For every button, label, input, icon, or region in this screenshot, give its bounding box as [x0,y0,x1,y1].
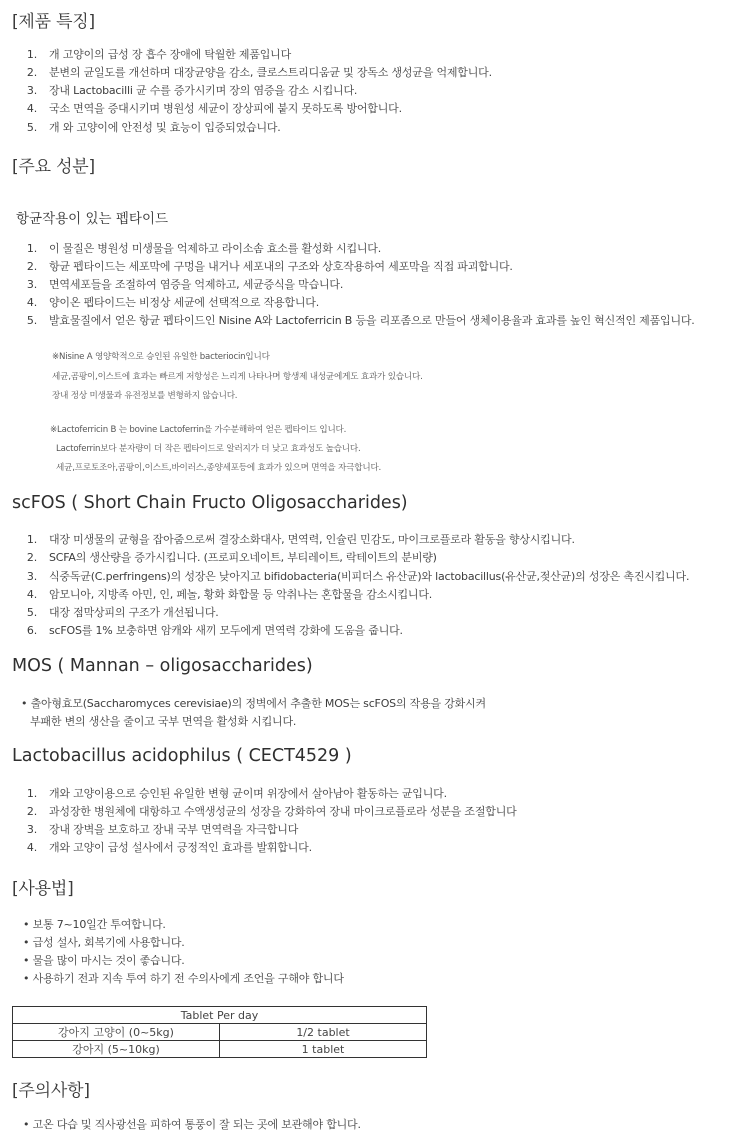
table-cell: 1/2 tablet [220,1024,427,1041]
note-line: ※Lactoferricin B 는 bovine Lactoferrin을 가수분해하여 얻은 펩타이드 입니다. [50,425,347,435]
list-item: 2. SCFA의 생산량을 증가시킵니다. (프로피오네이트, 부티레이트, 락테이트의 분비량) [26,551,437,564]
mos-heading: MOS ( Mannan – oligosaccharides) [12,656,313,676]
mos-line: • 출아형효모(Saccharomyces cerevisiae)의 정벽에서 추출한 MOS는 scFOS의 작용을 강화시켜 [21,697,486,710]
list-item: 4. 개와 고양이 급성 설사에서 긍정적인 효과를 발휘합니다. [26,841,312,854]
list-item: 4. 국소 면역을 증대시키며 병원성 세균이 장상피에 붙지 못하도록 방어합니다. [26,102,402,115]
list-item: 5. 대장 점막상피의 구조가 개선됩니다. [26,606,219,619]
list-item: 1. 대장 미생물의 균형을 잡아줌으로써 결장소화대사, 면역력, 인슐린 민감도, 마이크로플로라 활동을 향상시킵니다. [26,533,575,546]
ingredients-heading: [주요 성분] [12,157,95,177]
note-line: Lactoferrin보다 분자량이 더 작은 펩타이드로 알러지가 더 낮고 효과성도 높습니다. [56,444,361,454]
table-cell: 1 tablet [220,1041,427,1058]
usage-heading: [사용법] [12,879,74,899]
table-header-row [13,1007,427,1024]
list-item: • 사용하기 전과 지속 투여 하기 전 수의사에게 조언을 구해야 합니다 [23,972,344,985]
dosage-table [12,1006,427,1058]
list-item: • 보통 7~10일간 투여합니다. [23,918,166,931]
list-item: 4. 암모니아, 지방족 아민, 인, 페놀, 황화 화합물 등 악취나는 혼합물을 감소시킵니다. [26,588,433,601]
caution-heading: [주의사항] [12,1081,90,1101]
list-item: 2. 분변의 균일도를 개선하며 대장균양을 감소, 클로스트리디움균 및 장독소 생성균을 억제합니다. [26,66,492,79]
features-heading: [제품 특징] [12,12,95,32]
list-item: 2. 항균 펩타이드는 세포막에 구멍을 내거나 세포내의 구조와 상호작용하여 세포막을 직접 파괴합니다. [26,260,513,273]
note-line: 장내 정상 미생물과 유전정보를 변형하지 않습니다. [52,391,238,401]
lacto-heading: Lactobacillus acidophilus ( CECT4529 ) [12,746,352,766]
scfos-heading: scFOS ( Short Chain Fructo Oligosaccharides) [12,493,408,513]
list-item: 3. 장내 장벽을 보호하고 장내 국부 면역력을 자극합니다 [26,823,299,836]
list-item: 1. 이 물질은 병원성 미생물을 억제하고 라이소솜 효소를 활성화 시킵니다. [26,242,382,255]
peptide-title: 항균작용이 있는 펩타이드 [16,211,169,227]
list-item: • 물을 많이 마시는 것이 좋습니다. [23,954,185,967]
list-item: • 고온 다습 및 직사광선을 피하여 통풍이 잘 되는 곳에 보관해야 합니다. [23,1118,361,1131]
table-header: Tablet Per day [13,1007,427,1024]
note-line: 세균,프로토조아,곰팡이,이스트,바이러스,종양세포등에 효과가 있으며 면역을 자극합니다. [56,463,382,473]
list-item: 3. 면역세포들을 조절하여 염증을 억제하고, 세균증식을 막습니다. [26,278,344,291]
list-item: 3. 식중독균(C.perfringens)의 성장은 낮아지고 bifidobacteria(비피더스 유산균)와 lactobacillus(유산균,젖산균)의 성장은 촉진시킵니다. [26,570,690,583]
list-item: 3. 장내 Lactobacilli 균 수를 증가시키며 장의 염증을 감소 시킵니다. [26,84,358,97]
list-item: • 급성 설사, 회복기에 사용합니다. [23,936,185,949]
note-line: ※Nisine A 영양학적으로 승인된 유일한 bacteriocin입니다 [52,352,270,362]
note-line: 세균,곰팡이,이스트에 효과는 빠르게 저항성은 느리게 나타나며 항생제 내성균에게도 효과가 있습니다. [52,372,423,382]
list-item: 1. 개와 고양이용으로 승인된 유일한 변형 균이며 위장에서 살아남아 활동하는 균입니다. [26,787,447,800]
list-item: 5. 발효물질에서 얻은 항균 펩타이드인 Nisine A와 Lactoferricin B 등을 리포좀으로 만들어 생체이용율과 효과를 높인 혁신적인 제품입니다. [26,314,695,327]
list-item: 6. scFOS를 1% 보충하면 암캐와 새끼 모두에게 면역력 강화에 도움을 줍니다. [26,624,403,637]
list-item: 5. 개 와 고양이에 안전성 및 효능이 입증되었습니다. [26,121,281,134]
mos-line: 부패한 변의 생산을 줄이고 국부 면역을 활성화 시킵니다. [30,715,297,728]
table-cell: 강아지 고양이 (0~5kg) [13,1024,220,1041]
list-item: 4. 양이온 펩타이드는 비정상 세균에 선택적으로 작용합니다. [26,296,320,309]
table-cell: 강아지 (5~10kg) [13,1041,220,1058]
list-item: 1. 개 고양이의 급성 장 흡수 장애에 탁월한 제품입니다 [26,48,292,61]
table-row [13,1041,427,1058]
list-item: 2. 과성장한 병원체에 대항하고 수액생성균의 성장을 강화하여 장내 마이크로플로라 성분을 조절합니다 [26,805,517,818]
table-row [13,1024,427,1041]
